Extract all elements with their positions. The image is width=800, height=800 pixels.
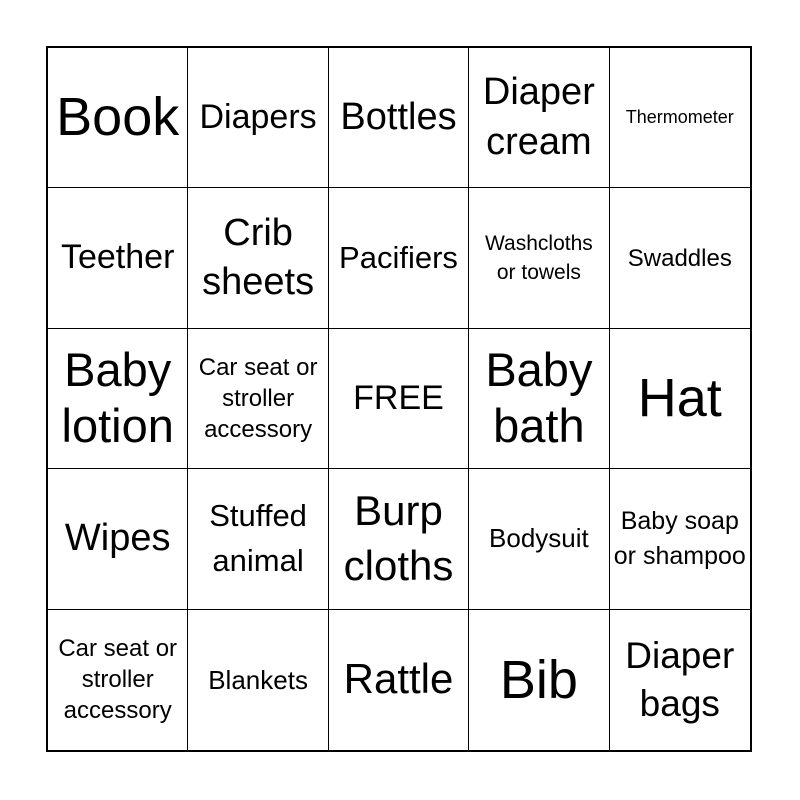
bingo-cell[interactable]: [188, 48, 328, 188]
bingo-cell-label: Bottles: [340, 96, 457, 138]
bingo-cell[interactable]: [469, 329, 609, 469]
bingo-cell-label: Book: [56, 87, 180, 148]
bingo-cell[interactable]: [48, 48, 188, 188]
bingo-cell-label: Swaddles: [627, 244, 732, 272]
bingo-cell[interactable]: [48, 188, 188, 328]
bingo-cell[interactable]: [48, 469, 188, 609]
bingo-cell[interactable]: [329, 469, 469, 609]
bingo-cell-label: Washcloths or towels: [485, 231, 593, 285]
bingo-cell-label: Blankets: [208, 664, 308, 695]
free-space[interactable]: [329, 329, 469, 469]
bingo-cell[interactable]: [188, 188, 328, 328]
bingo-cell-label: Stuffed animal: [209, 497, 307, 578]
bingo-cell-label: Bodysuit: [489, 522, 589, 553]
bingo-cell[interactable]: [610, 329, 750, 469]
bingo-cell[interactable]: [610, 610, 750, 750]
bingo-cell-label: Crib sheets: [202, 211, 315, 304]
bingo-cell[interactable]: [48, 610, 188, 750]
bingo-cell-label: Diapers: [199, 97, 317, 136]
bingo-cell[interactable]: [469, 48, 609, 188]
bingo-board: [46, 46, 752, 752]
bingo-cell-label: Rattle: [343, 655, 454, 703]
bingo-cell-label: Baby bath: [485, 343, 593, 453]
bingo-cell-label: Diaper cream: [482, 71, 595, 163]
bingo-cell-label: Baby lotion: [61, 343, 174, 453]
bingo-cell[interactable]: [610, 188, 750, 328]
bingo-cell[interactable]: [48, 329, 188, 469]
bingo-cell[interactable]: [188, 610, 328, 750]
bingo-cell-label: Burp cloths: [343, 487, 454, 589]
bingo-cell[interactable]: [610, 48, 750, 188]
bingo-cell[interactable]: [188, 469, 328, 609]
bingo-cell[interactable]: [329, 48, 469, 188]
bingo-cell-label: Pacifiers: [339, 240, 458, 276]
bingo-cell[interactable]: [469, 188, 609, 328]
bingo-cell-label: Bib: [499, 649, 578, 710]
free-space-label: FREE: [353, 378, 444, 417]
bingo-cell-label: Wipes: [64, 517, 171, 560]
bingo-cell-label: Car seat or stroller accessory: [198, 353, 318, 444]
bingo-cell-label: Hat: [637, 368, 722, 429]
bingo-cell-label: Diaper bags: [625, 634, 735, 724]
bingo-cell[interactable]: [469, 469, 609, 609]
bingo-cell[interactable]: [329, 610, 469, 750]
bingo-cell-label: Teether: [60, 238, 175, 277]
bingo-cell[interactable]: [469, 610, 609, 750]
bingo-cell-label: Car seat or stroller accessory: [58, 635, 178, 725]
bingo-cell[interactable]: [329, 188, 469, 328]
bingo-cell[interactable]: [610, 469, 750, 609]
bingo-cell[interactable]: [188, 329, 328, 469]
bingo-cell-label: Thermometer: [625, 107, 734, 127]
bingo-cell-label: Baby soap or shampoo: [613, 506, 746, 570]
